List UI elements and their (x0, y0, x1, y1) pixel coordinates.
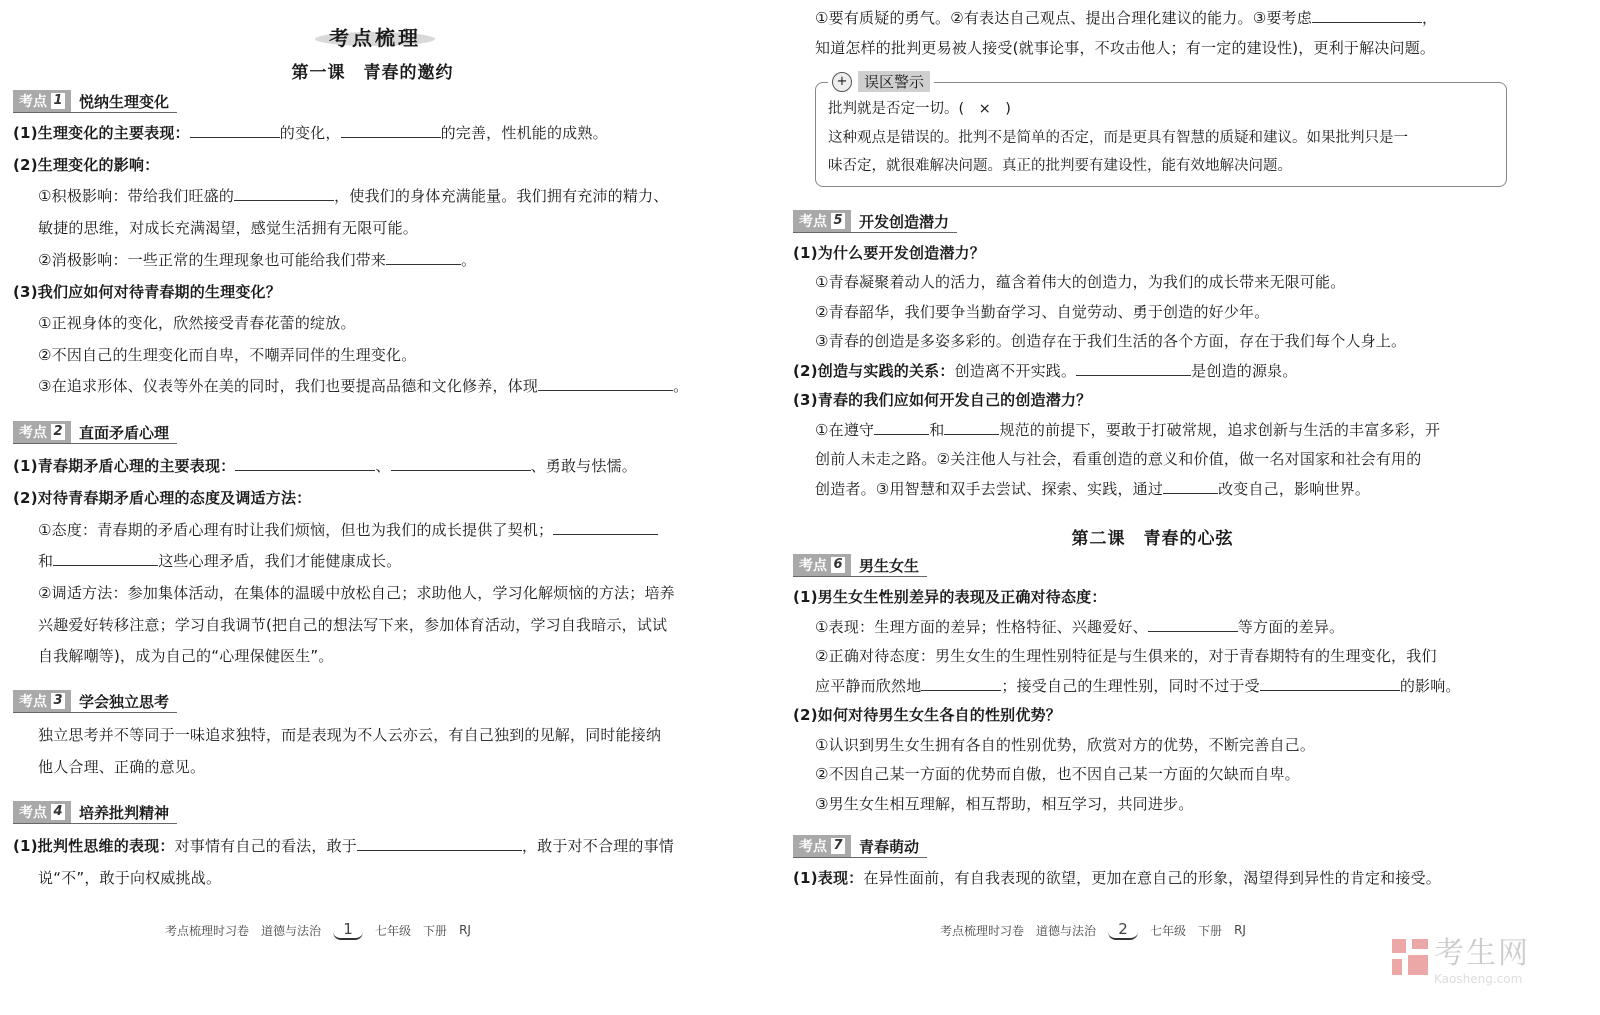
kaodian-header (13, 90, 177, 113)
kaodian-header (13, 690, 177, 713)
text-line: ③青春的创造是多姿多彩的。创造存在于我们生活的各个方面，存在于我们每个人身上。 (815, 332, 1407, 350)
logo-mark-icon (1390, 937, 1430, 977)
kaodian-header (793, 554, 927, 577)
misconception-explanation: 味否定，就很难解决问题。真正的批判要有建设性，能有效地解决问题。 (828, 158, 1292, 174)
misconception-box (815, 73, 1507, 187)
fill-blank[interactable] (944, 420, 999, 435)
section-banner (315, 14, 435, 48)
text-line: (1)为什么要开发创造潜力？ (793, 244, 985, 262)
text-line: ①要有质疑的勇气。②有表达自己观点、提出合理化建议的能力。③要考虑 ， (815, 9, 1438, 27)
lesson-title: 第一课 青春的邀约 (291, 63, 454, 83)
text-line: ①认识到男生女生拥有各自的性别优势，欣赏对方的优势，不断完善自己。 (815, 736, 1316, 754)
kaodian-header (13, 801, 177, 824)
fill-blank[interactable] (190, 123, 280, 138)
text-line: 应平静而欣然地 ；接受自己的生理性别，同时不过于受 的影响。 (815, 677, 1461, 695)
kaodian-tag: 考点 3 (13, 690, 71, 712)
page-number: 2 (1108, 920, 1138, 940)
lesson-title: 第二课 青春的心弦 (1071, 529, 1234, 549)
text-line: ①积极影响：带给我们旺盛的 ，使我们的身体充满能量。我们拥有充沛的精力、 (38, 187, 669, 205)
text-line: ②不因自己的生理变化而自卑，不嘲弄同伴的生理变化。 (38, 346, 417, 364)
kaodian-title: 男生女生 (859, 556, 920, 575)
text-line: ③男生女生相互理解，相互帮助，相互学习，共同进步。 (815, 795, 1194, 813)
text-line: ①正视身体的变化，欣然接受青春花蕾的绽放。 (38, 314, 356, 332)
fill-blank[interactable] (386, 250, 461, 265)
text-line: (3)我们应如何对待青春期的生理变化？ (13, 283, 281, 301)
kaodian-tag: 考点 6 (793, 554, 851, 576)
logo-url: Kaosheng.com (1434, 972, 1523, 986)
text-line: ①青春凝聚着动人的活力，蕴含着伟大的创造力，为我们的成长带来无限可能。 (815, 273, 1346, 291)
fill-blank[interactable] (1076, 361, 1191, 376)
fill-blank[interactable] (553, 520, 658, 535)
misconception-statement: 批判就是否定一切。( × ) (828, 101, 1011, 117)
kaodian-title: 培养批判精神 (79, 803, 170, 822)
fill-blank[interactable] (1260, 676, 1400, 691)
text-line: (1)生理变化的主要表现： 的变化， 的完善，性机能的成熟。 (13, 124, 608, 142)
kaodian-tag: 考点 7 (793, 835, 851, 857)
kaodian-title: 直面矛盾心理 (79, 423, 170, 442)
text-line: 和 这些心理矛盾，我们才能健康成长。 (38, 552, 402, 570)
misconception-header (828, 71, 934, 92)
text-line: (1)表现：在异性面前，有自我表现的欲望，更加在意自己的形象，渴望得到异性的肯定和接受。 (793, 869, 1441, 887)
kaodian-tag: 考点 4 (13, 801, 71, 823)
text-line: 自我解嘲等)，成为自己的“心理保健医生”。 (38, 647, 334, 665)
text-line: 知道怎样的批判更易被人接受(就事论事，不攻击他人；有一定的建设性)，更利于解决问题。 (815, 39, 1436, 57)
fill-blank[interactable] (357, 836, 522, 851)
kaodian-title: 开发创造潜力 (859, 212, 950, 231)
text-line: 敏捷的思维，对成长充满渴望，感觉生活拥有无限可能。 (38, 219, 419, 237)
text-line: (1)青春期矛盾心理的主要表现： 、 、勇敢与怯懦。 (13, 457, 637, 475)
page-footer: 考点梳理时习卷 道德与法治 2 七年级 下册 RJ (940, 920, 1246, 938)
fill-blank[interactable] (341, 123, 441, 138)
text-line: (2)如何对待男生女生各自的性别优势？ (793, 706, 1061, 724)
text-line: ②消极影响：一些正常的生理现象也可能给我们带来 。 (38, 251, 477, 269)
text-line: ②青春韶华，我们要争当勤奋学习、自觉劳动、勇于创造的好少年。 (815, 303, 1270, 321)
text-line: ③在追求形体、仪表等外在美的同时，我们也要提高品德和文化修养，体现 。 (38, 377, 689, 395)
fill-blank[interactable] (1312, 8, 1422, 23)
text-line: ①表现：生理方面的差异；性格特征、兴趣爱好、 等方面的差异。 (815, 618, 1345, 636)
kaodian-tag: 考点 5 (793, 210, 851, 232)
text-line: ①态度：青春期的矛盾心理有时让我们烦恼，但也为我们的成长提供了契机； (38, 520, 658, 540)
misconception-explanation: 这种观点是错误的。批判不是简单的否定，而是更具有智慧的质疑和建议。如果批判只是一 (828, 130, 1408, 146)
text-line: 独立思考并不等同于一味追求独特，而是表现为不人云亦云，有自己独到的见解，同时能接纳 (38, 726, 662, 744)
text-line: 他人合理、正确的意见。 (38, 758, 206, 776)
text-line: (2)对待青春期矛盾心理的态度及调适方法： (13, 489, 312, 507)
banner-title: 考点梳理 (329, 26, 421, 50)
text-line: (2)生理变化的影响： (13, 156, 160, 174)
misconception-title: 误区警示 (858, 71, 930, 92)
text-line: (1)男生女生性别差异的表现及正确对待态度： (793, 588, 1107, 606)
fill-blank[interactable] (921, 676, 1001, 691)
fill-blank[interactable] (1163, 479, 1218, 494)
kaodian-title: 悦纳生理变化 (79, 92, 170, 111)
kaodian-header (793, 210, 957, 233)
text-line: 创造者。③用智慧和双手去尝试、探索、实践，通过 改变自己，影响世界。 (815, 480, 1371, 498)
text-line: 兴趣爱好转移注意；学习自我调节(把自己的想法写下来，参加体育活动，学习自我暗示，试试 (38, 616, 668, 634)
page-footer: 考点梳理时习卷 道德与法治 1 七年级 下册 RJ (165, 920, 471, 938)
text-line: ②正确对待态度：男生女生的生理性别特征是与生俱来的，对于青春期特有的生理变化，我们 (815, 647, 1437, 665)
text-line: ②调适方法：参加集体活动，在集体的温暖中放松自己；求助他人，学习化解烦恼的方法；培养 (38, 584, 675, 602)
fill-blank[interactable] (538, 376, 673, 391)
fill-blank[interactable] (53, 551, 158, 566)
kaodian-tag: 考点 2 (13, 421, 71, 443)
text-line: 创前人未走之路。②关注他人与社会，看重创造的意义和价值，做一名对国家和社会有用的 (815, 450, 1422, 468)
kaodian-title: 学会独立思考 (79, 692, 170, 711)
fill-blank[interactable] (235, 456, 375, 471)
text-line: (1)批判性思维的表现：对事情有自己的看法，敢于 ，敢于对不合理的事情 (13, 837, 674, 855)
text-line: ①在遵守 和 规范的前提下，要敢于打破常规，追求创新与生活的丰富多彩，开 (815, 421, 1441, 439)
kaodian-tag: 考点 1 (13, 90, 71, 112)
kaodian-header (13, 421, 177, 444)
fill-blank[interactable] (391, 456, 531, 471)
logo-text: 考生网 (1434, 936, 1530, 971)
text-line: 说“不”，敢于向权威挑战。 (38, 869, 222, 887)
fill-blank[interactable] (1148, 617, 1238, 632)
text-line: (2)创造与实践的关系：创造离不开实践。 是创造的源泉。 (793, 362, 1298, 380)
fill-blank[interactable] (874, 420, 929, 435)
kaodian-title: 青春萌动 (859, 837, 920, 856)
kaodian-header (793, 835, 927, 858)
fill-blank[interactable] (234, 186, 334, 201)
text-line: (3)青春的我们应如何开发自己的创造潜力？ (793, 391, 1092, 409)
watermark-logo (1390, 928, 1530, 986)
text-line: ②不因自己某一方面的优势而自傲，也不因自己某一方面的欠缺而自卑。 (815, 765, 1300, 783)
page-number: 1 (333, 920, 363, 940)
plus-circle-icon: + (832, 72, 852, 92)
